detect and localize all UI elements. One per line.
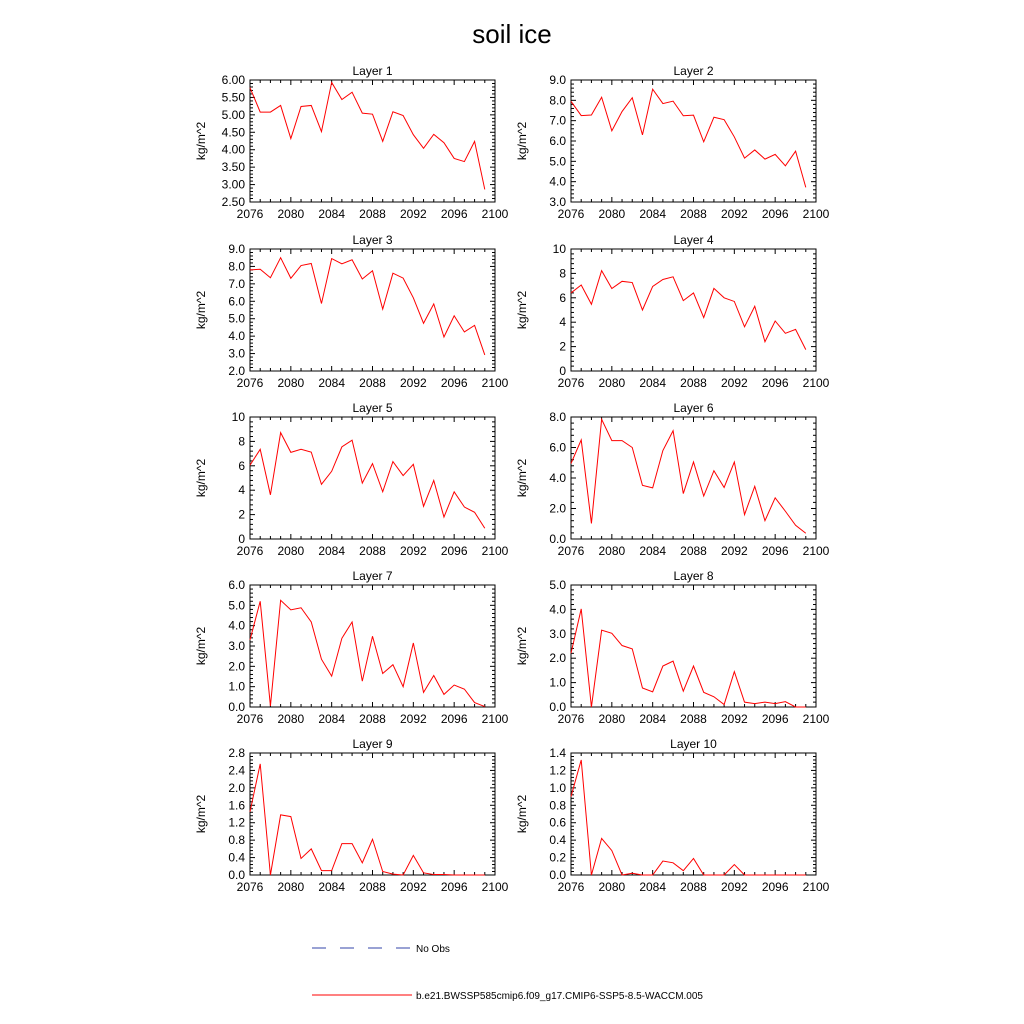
x-tick-label: 2080 xyxy=(277,544,305,558)
x-tick-label: 2076 xyxy=(557,544,585,558)
x-tick-label: 2084 xyxy=(318,544,346,558)
y-tick-label: 0 xyxy=(238,532,245,546)
panel-title: Layer 6 xyxy=(673,401,714,415)
y-tick-label: 0.2 xyxy=(549,850,566,865)
x-tick-label: 2092 xyxy=(399,207,427,221)
y-tick-label: 8.0 xyxy=(549,410,566,424)
y-tick-label: 9.0 xyxy=(549,73,566,87)
y-tick-label: 5.0 xyxy=(549,578,566,592)
x-tick-label: 2084 xyxy=(318,712,346,726)
y-tick-label: 4.0 xyxy=(549,174,566,189)
x-tick-label: 2076 xyxy=(557,712,585,726)
y-tick-label: 2.8 xyxy=(228,746,245,760)
y-tick-label: 6.00 xyxy=(221,73,245,87)
x-tick-label: 2100 xyxy=(802,712,830,726)
x-tick-label: 2096 xyxy=(761,544,789,558)
x-tick-label: 2096 xyxy=(440,712,468,726)
y-tick-label: 10 xyxy=(231,410,245,424)
panel-title: Layer 3 xyxy=(352,233,393,247)
x-tick-label: 2084 xyxy=(639,880,667,894)
x-tick-label: 2096 xyxy=(440,207,468,221)
y-tick-label: 3.0 xyxy=(549,626,566,641)
y-tick-label: 1.4 xyxy=(549,746,566,760)
x-tick-label: 2092 xyxy=(720,880,748,894)
x-tick-label: 2100 xyxy=(802,544,830,558)
y-tick-label: 0.0 xyxy=(549,868,566,882)
y-tick-label: 6.0 xyxy=(228,294,245,309)
x-tick-label: 2076 xyxy=(557,376,585,390)
y-tick-label: 8 xyxy=(559,266,566,281)
x-tick-label: 2076 xyxy=(557,880,585,894)
y-tick-label: 0 xyxy=(559,364,566,378)
y-tick-label: 1.0 xyxy=(549,780,566,795)
y-tick-label: 4.50 xyxy=(221,125,245,140)
panel-title: Layer 5 xyxy=(352,401,393,415)
x-tick-label: 2088 xyxy=(680,207,707,221)
y-axis-label: kg/m^2 xyxy=(515,290,529,330)
x-tick-label: 2088 xyxy=(359,376,386,390)
y-tick-label: 2.0 xyxy=(228,780,245,795)
x-tick-label: 2088 xyxy=(359,207,386,221)
y-tick-label: 4.0 xyxy=(549,602,566,617)
x-tick-label: 2088 xyxy=(680,880,707,894)
y-axis-label: kg/m^2 xyxy=(194,794,208,834)
y-tick-label: 4 xyxy=(238,483,245,498)
y-tick-label: 7.0 xyxy=(228,276,245,291)
y-axis-label: kg/m^2 xyxy=(515,794,529,834)
x-tick-label: 2092 xyxy=(720,207,748,221)
y-tick-label: 2.0 xyxy=(228,364,245,378)
y-tick-label: 3.50 xyxy=(221,160,245,175)
legend-obs-label: No Obs xyxy=(416,944,450,955)
x-tick-label: 2088 xyxy=(359,880,386,894)
x-tick-label: 2084 xyxy=(318,880,346,894)
y-tick-label: 2.0 xyxy=(549,651,566,666)
y-tick-label: 1.0 xyxy=(549,675,566,690)
x-tick-label: 2096 xyxy=(440,544,468,558)
y-tick-label: 6.0 xyxy=(549,134,566,148)
x-tick-label: 2076 xyxy=(236,712,264,726)
y-tick-label: 6 xyxy=(238,458,245,473)
y-tick-label: 1.0 xyxy=(228,679,245,694)
y-tick-label: 8.0 xyxy=(549,93,566,108)
y-tick-label: 1.6 xyxy=(228,798,245,813)
y-tick-label: 2 xyxy=(238,507,245,522)
x-tick-label: 2088 xyxy=(680,376,707,390)
y-tick-label: 4.00 xyxy=(221,142,245,157)
x-tick-label: 2088 xyxy=(680,544,707,558)
x-tick-label: 2084 xyxy=(318,207,346,221)
x-tick-label: 2096 xyxy=(761,207,789,221)
x-tick-label: 2076 xyxy=(236,376,264,390)
y-tick-label: 6 xyxy=(559,290,566,305)
panel-title: Layer 10 xyxy=(670,737,717,751)
x-tick-label: 2100 xyxy=(802,376,830,390)
y-axis-label: kg/m^2 xyxy=(194,458,208,498)
x-tick-label: 2080 xyxy=(598,712,626,726)
x-tick-label: 2080 xyxy=(277,376,305,390)
y-tick-label: 4.0 xyxy=(228,618,245,633)
x-tick-label: 2084 xyxy=(639,376,667,390)
y-tick-label: 1.2 xyxy=(228,815,245,830)
panel-title: Layer 7 xyxy=(352,569,393,583)
x-tick-label: 2100 xyxy=(802,880,830,894)
y-tick-label: 7.0 xyxy=(549,113,566,128)
y-tick-label: 3.0 xyxy=(228,639,245,653)
y-tick-label: 4.0 xyxy=(228,329,245,344)
x-tick-label: 2076 xyxy=(236,880,264,894)
figure-title: soil ice xyxy=(472,19,552,49)
y-tick-label: 2.0 xyxy=(549,501,566,516)
x-tick-label: 2100 xyxy=(802,207,830,221)
y-tick-label: 8 xyxy=(238,434,245,449)
x-tick-label: 2088 xyxy=(680,712,707,726)
x-tick-label: 2092 xyxy=(720,544,748,558)
x-tick-label: 2092 xyxy=(399,880,427,894)
y-axis-label: kg/m^2 xyxy=(515,458,529,498)
x-tick-label: 2080 xyxy=(598,376,626,390)
y-tick-label: 6.0 xyxy=(549,440,566,455)
y-tick-label: 5.00 xyxy=(221,107,245,122)
x-tick-label: 2080 xyxy=(598,207,626,221)
y-tick-label: 1.2 xyxy=(549,763,566,778)
y-tick-label: 2.4 xyxy=(228,763,245,778)
y-tick-label: 4 xyxy=(559,315,566,330)
y-axis-label: kg/m^2 xyxy=(515,626,529,666)
y-tick-label: 3.0 xyxy=(549,195,566,209)
y-axis-label: kg/m^2 xyxy=(515,121,529,161)
y-tick-label: 0.4 xyxy=(228,850,245,865)
x-tick-label: 2092 xyxy=(399,544,427,558)
x-tick-label: 2100 xyxy=(481,880,509,894)
panel-title: Layer 1 xyxy=(352,64,393,78)
y-tick-label: 10 xyxy=(552,242,566,256)
x-tick-label: 2092 xyxy=(720,712,748,726)
x-tick-label: 2092 xyxy=(399,376,427,390)
x-tick-label: 2084 xyxy=(639,207,667,221)
x-tick-label: 2080 xyxy=(598,880,626,894)
x-tick-label: 2096 xyxy=(440,880,468,894)
y-tick-label: 0.0 xyxy=(228,700,245,714)
x-tick-label: 2076 xyxy=(236,207,264,221)
y-tick-label: 5.0 xyxy=(549,154,566,169)
legend-model-label: b.e21.BWSSP585cmip6.f09_g17.CMIP6-SSP5-8.5-WACCM.005 xyxy=(416,991,703,1002)
x-tick-label: 2080 xyxy=(277,207,305,221)
y-tick-label: 5.0 xyxy=(228,598,245,613)
x-tick-label: 2088 xyxy=(359,544,386,558)
panel-title: Layer 8 xyxy=(673,569,714,583)
y-tick-label: 5.50 xyxy=(221,90,245,105)
y-tick-label: 8.0 xyxy=(228,259,245,274)
x-tick-label: 2100 xyxy=(481,376,509,390)
x-tick-label: 2080 xyxy=(277,712,305,726)
x-tick-label: 2084 xyxy=(639,712,667,726)
x-tick-label: 2084 xyxy=(639,544,667,558)
x-tick-label: 2092 xyxy=(399,712,427,726)
y-tick-label: 0.6 xyxy=(549,815,566,830)
x-tick-label: 2100 xyxy=(481,712,509,726)
x-tick-label: 2076 xyxy=(557,207,585,221)
x-tick-label: 2076 xyxy=(236,544,264,558)
x-tick-label: 2092 xyxy=(720,376,748,390)
y-tick-label: 2.50 xyxy=(221,195,245,209)
x-tick-label: 2080 xyxy=(277,880,305,894)
y-tick-label: 0.0 xyxy=(228,868,245,882)
y-axis-label: kg/m^2 xyxy=(194,290,208,330)
y-tick-label: 5.0 xyxy=(228,311,245,326)
y-axis-label: kg/m^2 xyxy=(194,121,208,161)
y-tick-label: 0.8 xyxy=(549,798,566,813)
y-tick-label: 0.0 xyxy=(549,700,566,714)
x-tick-label: 2084 xyxy=(318,376,346,390)
y-tick-label: 4.0 xyxy=(549,471,566,485)
y-tick-label: 6.0 xyxy=(228,578,245,592)
x-tick-label: 2096 xyxy=(761,376,789,390)
x-tick-label: 2096 xyxy=(440,376,468,390)
panel-title: Layer 4 xyxy=(673,233,714,247)
y-axis-label: kg/m^2 xyxy=(194,626,208,666)
panel-title: Layer 2 xyxy=(673,64,714,78)
x-tick-label: 2100 xyxy=(481,207,509,221)
x-tick-label: 2100 xyxy=(481,544,509,558)
y-tick-label: 0.0 xyxy=(549,532,566,546)
x-tick-label: 2096 xyxy=(761,712,789,726)
y-tick-label: 3.0 xyxy=(228,346,245,361)
y-tick-label: 2.0 xyxy=(228,659,245,674)
y-tick-label: 0.8 xyxy=(228,833,245,848)
y-tick-label: 3.00 xyxy=(221,177,245,192)
x-tick-label: 2088 xyxy=(359,712,386,726)
y-tick-label: 2 xyxy=(559,339,566,354)
panel-title: Layer 9 xyxy=(352,737,393,751)
x-tick-label: 2080 xyxy=(598,544,626,558)
y-tick-label: 9.0 xyxy=(228,242,245,256)
y-tick-label: 0.4 xyxy=(549,833,566,848)
x-tick-label: 2096 xyxy=(761,880,789,894)
